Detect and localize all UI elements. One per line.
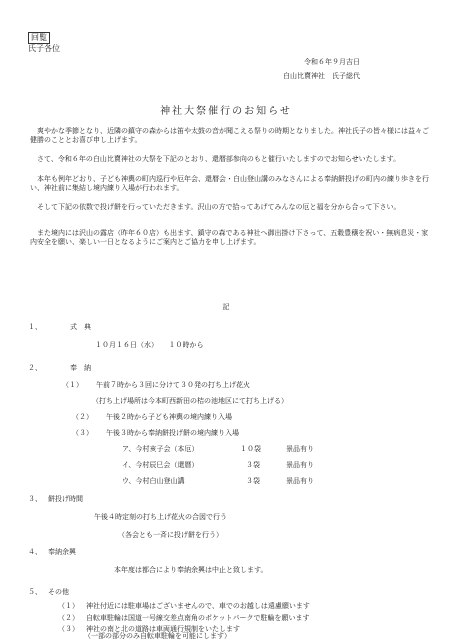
section-label: 式 典 — [70, 323, 91, 331]
list-item: 午後２時から子ども神輿の境内練り入場 — [106, 413, 232, 421]
group-name: ア、今村亥子会（本厄） — [122, 445, 199, 453]
addressee: 氏子各位 — [28, 44, 60, 53]
paragraph-stalls: また境内には沢山の露店（昨年６０店）も出ます、鎮守の森である神社へ御出掛け下さって、五穀豊穣を祝い・無病息災・家内安全を願い、楽しい一日となるようにご案内とご協力を申し上げます。 — [30, 229, 429, 246]
item-number: （３） — [72, 429, 93, 437]
list-item: 午後３時から奉納餅投げ餅の境内練り入場 — [106, 429, 239, 437]
group-note: 景品有り — [286, 477, 314, 485]
group-name: イ、今村辰巳会（還暦） — [122, 461, 199, 469]
group-qty: ３袋 — [246, 461, 260, 469]
paragraph-events: 本年も例年どおり、子ども神輿の町内巡行や厄年会、還暦会・白山登山講のみなさんによる奉納餅投げの町内の練り歩きを行い、神社前に集結し境内練り入場が行われます。 — [30, 175, 429, 192]
ki-heading: 記 — [222, 303, 230, 311]
list-item: 神社の南と北の道路は車両通行規制をいたします — [86, 625, 240, 633]
issue-date: 令和６年９月吉日 — [304, 58, 360, 66]
item-number: （２） — [58, 614, 79, 622]
list-item: 自転車駐輪は国道一号線交差点南角のポケットパークで駐輪を願います — [86, 614, 310, 622]
section-number: ２、 — [28, 364, 42, 372]
detail-line: 本年度は都合により奉納余興は中止と致します。 — [114, 566, 268, 574]
group-note: 景品有り — [286, 445, 314, 453]
item-number: （３） — [58, 625, 79, 633]
ceremony-date: １０月１６日（水） １０時から — [95, 341, 204, 349]
item-number: （１） — [62, 381, 83, 389]
detail-line: 午後４時定刻の打ち上げ花火の合図で行う — [94, 513, 227, 521]
section-number: ５、 — [28, 588, 42, 596]
page-title: 神社大祭催行のお知らせ — [160, 106, 292, 117]
section-number: ４、 — [28, 548, 42, 556]
list-item: （打ち上げ場所は今本町西新田の桔の池地区にて打ち上げる） — [92, 397, 288, 405]
group-note: 景品有り — [286, 461, 314, 469]
paragraph-announcement: さて、令和６年の白山比賣神社の大祭を下記のとおり、還暦部参向のもと催行いたしますのでお知らせいたします。 — [30, 155, 401, 163]
section-number: ３、 — [28, 495, 42, 503]
detail-line: （各会とも一斉に投げ餅を行う） — [118, 531, 223, 539]
group-qty: １０袋 — [240, 445, 261, 453]
section-label: 餅投げ時間 — [48, 495, 83, 503]
sender: 白山比賣神社 氏子総代 — [283, 72, 360, 80]
section-number: １、 — [28, 323, 42, 331]
section-label: その他 — [48, 588, 69, 596]
section-label: 奉 納 — [70, 364, 91, 372]
section-label: 奉納余興 — [48, 548, 76, 556]
group-name: ウ、今村白山登山講 — [122, 477, 185, 485]
list-item: 神社付近には駐車場はございませんので、車でのお越しは遠慮願います — [86, 602, 310, 610]
paragraph-mochinage: そして下記の依数で投げ餅を行っていただきます。沢山の方で拾ってあげてみんなの厄と福を分から合って下さい。 — [30, 203, 401, 211]
group-qty: ３袋 — [246, 477, 260, 485]
list-item: （一部の部分のみ自転車駐輪を可能にします） — [84, 632, 231, 640]
list-item: 午前７時から３回に分けて３０発の打ち上げ花火 — [96, 381, 250, 389]
paragraph-greeting: 爽やかな季節となり、近隣の鎮守の森からは笛や太鼓の音が聞こえる祭りの時期となりました。神社氏子の皆々様には益々ご健勝のこととお喜び申し上げます。 — [30, 127, 429, 144]
item-number: （２） — [72, 413, 93, 421]
item-number: （１） — [58, 602, 79, 610]
kairan-stamp: 回覧 — [28, 32, 50, 44]
